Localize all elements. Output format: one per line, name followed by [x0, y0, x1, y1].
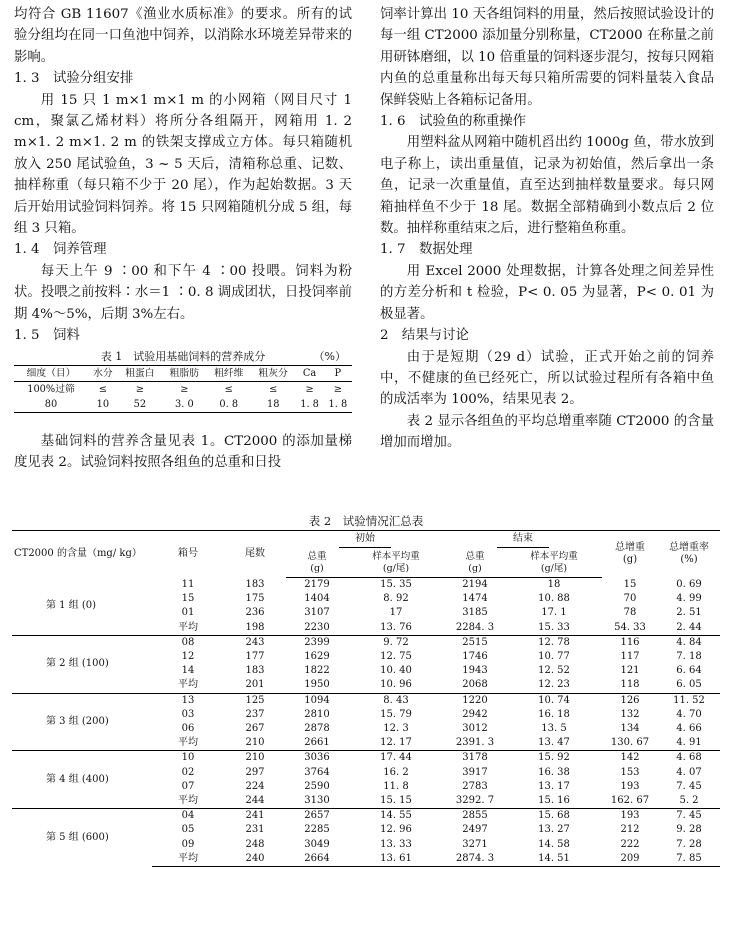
table-cell: 2399: [286, 635, 348, 650]
table-cell: 12. 75: [380, 651, 412, 663]
section-heading: 1. 5 饲料: [14, 328, 80, 344]
table-cell: 2284. 3: [455, 621, 495, 633]
table-cell: 17. 1: [541, 607, 567, 619]
section-heading: 1. 4 饲养管理: [14, 242, 107, 258]
table-cell: 231: [245, 824, 265, 836]
table2-caption: 表 2 试验情况汇总表: [308, 514, 424, 528]
table-cell: 18: [547, 579, 561, 590]
table-cell: 8. 92: [383, 593, 409, 605]
table-cell: 7. 45: [676, 780, 702, 792]
table-cell: 11. 8: [383, 780, 409, 792]
header-box: 箱号: [152, 531, 224, 578]
section-heading: 2 结果与讨论: [380, 328, 469, 344]
table-cell: 142: [602, 751, 658, 766]
table-cell: 1220: [444, 693, 506, 708]
table-cell: 4. 68: [658, 751, 720, 766]
table-cell: 14. 55: [348, 809, 444, 824]
table-cell: 15. 92: [506, 751, 602, 766]
paragraph: 用 Excel 2000 处理数据，计算各处理之间差异性的方差分析和 t 检验，P< 0. 05 为显著，P< 0. 01 为极显著。: [380, 263, 714, 322]
table-cell: 193: [602, 809, 658, 824]
table-cell: 9. 72: [348, 635, 444, 650]
table2-group: [12, 751, 720, 809]
table-cell: 15. 68: [506, 809, 602, 824]
table-cell: 2590: [304, 780, 330, 792]
table-cell: 2179: [304, 579, 330, 590]
paragraph: 用 15 只 1 m×1 m×1 m 的小网箱（网目尺寸 1 cm，聚氯乙烯材料）将所分各组隔开，网箱用 1. 2 m×1. 2 m×1. 2 m 的铁架支撑成立方体。每只箱随机放入 250 尾试验鱼，3 ~ 5 天后，清箱称总重、记数、抽样称重（每只箱不少于 20 尾），作为起始数据。3 天后开始用试验饲料饲养。将 15 只网箱随机分成 5 组，每组 3 只箱。: [14, 92, 352, 237]
table-cell: 162. 67: [610, 795, 650, 807]
table-cell: 09: [181, 838, 195, 850]
table-cell: 06: [181, 723, 195, 735]
table-cell: 01: [181, 607, 195, 619]
table-cell: 224: [245, 780, 265, 792]
table-cell: 2664: [286, 852, 348, 867]
table-cell: 70: [623, 593, 637, 605]
header-end-avg: 样本平均重 (g/尾): [506, 549, 602, 578]
table-cell: 3292. 7: [455, 795, 495, 807]
table2-group: [12, 578, 720, 636]
table-cell: 248: [245, 838, 265, 850]
table-cell: 177: [245, 651, 265, 663]
table-cell: 3178: [444, 751, 506, 766]
table-cell: 2661: [304, 737, 330, 749]
table-cell: 4. 84: [658, 635, 720, 650]
table-cell: 4. 07: [676, 766, 702, 778]
table-cell: 3764: [304, 766, 330, 778]
table-cell: 05: [181, 824, 195, 836]
table-cell: 2068: [462, 679, 488, 691]
header-end-total: 总重 (g): [444, 549, 506, 578]
table-cell: 10. 88: [538, 593, 570, 605]
table-cell: 153: [620, 766, 640, 778]
header-start: 初始: [286, 531, 444, 550]
group-name: 第 1 组 (0): [46, 600, 97, 612]
table-cell: 2878: [304, 723, 330, 735]
group-name: 第 5 组 (600): [12, 809, 152, 867]
table-cell: 7. 85: [658, 852, 720, 867]
table-cell: 1094: [286, 693, 348, 708]
table-cell: 03: [181, 708, 195, 720]
table-cell: 117: [620, 651, 640, 663]
paragraph: 表 2 显示各组鱼的平均总增重率随 CT2000 的含量增加而增加。: [380, 413, 714, 451]
table2: [12, 530, 720, 867]
header-start-avg: 样本平均重 (g/尾): [348, 549, 444, 578]
table2-container: [12, 512, 720, 867]
table-row: [12, 635, 720, 650]
table-cell: 10. 96: [380, 679, 412, 691]
table-cell: 16. 38: [538, 766, 570, 778]
table-cell: 210: [224, 751, 286, 766]
table-cell: 8. 43: [348, 693, 444, 708]
table2-group: [12, 693, 720, 751]
table-cell: 3271: [462, 838, 488, 850]
table-cell: 10: [152, 751, 224, 766]
table-cell: 78: [623, 607, 637, 619]
table-cell: 212: [620, 824, 640, 836]
header-content: CT2000 的含量（mg/ kg）: [12, 531, 152, 578]
table-row: [12, 693, 720, 708]
table-cell: 13. 33: [380, 838, 412, 850]
table-cell: 08: [152, 635, 224, 650]
table-cell: 222: [620, 838, 640, 850]
table-cell: 2391. 3: [455, 737, 495, 749]
table-cell: 210: [245, 737, 265, 749]
table-cell: 6. 05: [676, 679, 702, 691]
table-cell: 1950: [304, 679, 330, 691]
table-cell: 10. 77: [538, 651, 570, 663]
group-name: 第 4 组 (400): [12, 751, 152, 809]
paragraph: 基础饲料的营养含量见表 1。CT2000 的添加量梯度见表 2。试验饲料按照各组鱼的总重和日投: [14, 433, 352, 470]
table-cell: 04: [152, 809, 224, 824]
table1: [14, 365, 352, 413]
table-cell: 13. 27: [538, 824, 570, 836]
table-cell: 0. 69: [676, 578, 702, 590]
header-rate: 总增重率 (%): [658, 531, 720, 578]
table-cell: 3107: [304, 607, 330, 619]
table-cell: 17. 44: [348, 751, 444, 766]
left-column: [14, 4, 352, 473]
table-cell: 02: [181, 766, 195, 778]
table-cell: 121: [620, 665, 640, 677]
table-cell: 193: [620, 780, 640, 792]
table-row: [12, 751, 720, 766]
table-cell: 4. 99: [676, 593, 702, 605]
table-cell: 平均: [178, 679, 198, 691]
table-cell: 201: [245, 679, 265, 691]
table-cell: 平均: [178, 737, 198, 749]
table-cell: 2874. 3: [444, 852, 506, 867]
table-cell: 13. 5: [541, 723, 567, 735]
table-row: [12, 809, 720, 824]
table1-value-row: 80 10 52 3. 0 0. 8 18 1. 8 1. 8: [14, 397, 352, 413]
table-cell: 15. 35: [380, 579, 412, 590]
table-cell: 4. 66: [676, 723, 702, 735]
table2-group: [12, 809, 720, 867]
table-cell: 12. 17: [380, 737, 412, 749]
table-cell: 2194: [462, 579, 488, 590]
table-cell: 11: [181, 578, 195, 590]
table-cell: 240: [224, 852, 286, 867]
table-cell: 1404: [304, 593, 330, 605]
table-cell: 3036: [286, 751, 348, 766]
table-cell: 12. 23: [538, 679, 570, 691]
header-end: 结束: [444, 531, 602, 550]
table-cell: 4. 91: [676, 737, 702, 749]
table-cell: 198: [245, 621, 265, 633]
table-cell: 134: [620, 723, 640, 735]
table-cell: 12. 52: [538, 665, 570, 677]
table-cell: 13. 47: [538, 737, 570, 749]
table-cell: 3049: [304, 838, 330, 850]
table-cell: 2230: [304, 621, 330, 633]
table-cell: 12: [181, 651, 195, 663]
table-cell: 2657: [286, 809, 348, 824]
table-cell: 平均: [178, 621, 198, 633]
table-cell: 16. 2: [383, 766, 409, 778]
group-name: 第 2 组 (100): [12, 635, 152, 693]
table-cell: 7. 28: [676, 838, 702, 850]
table-cell: 1943: [462, 665, 488, 677]
table-cell: 126: [602, 693, 658, 708]
paragraph: 均符合 GB 11607《渔业水质标准》的要求。所有的试验分组均在同一口鱼池中饲养，以消除水环境差异带来的影响。: [14, 7, 352, 65]
table1-header: 细度（目） 水分 粗蛋白 粗脂肪 粗纤维 粗灰分 Ca P: [14, 365, 352, 381]
table-cell: 7. 45: [658, 809, 720, 824]
table-cell: 244: [245, 795, 265, 807]
table-cell: 15: [181, 593, 195, 605]
table-cell: 13. 61: [348, 852, 444, 867]
table-cell: 5. 2: [679, 795, 699, 807]
table1-sign-row: 100%过筛 ≤ ≥ ≥ ≤ ≤ ≥ ≥: [27, 383, 342, 395]
table-cell: 237: [245, 708, 265, 720]
table-cell: 14. 51: [506, 852, 602, 867]
table-cell: 2515: [444, 635, 506, 650]
table-cell: 07: [181, 780, 195, 792]
table-cell: 116: [602, 635, 658, 650]
table-cell: 14. 58: [538, 838, 570, 850]
table-cell: 14: [181, 665, 195, 677]
table2-header-row: [12, 531, 720, 550]
table-cell: 243: [224, 635, 286, 650]
table-cell: 130. 67: [610, 737, 650, 749]
table-cell: 平均: [152, 852, 224, 867]
table-cell: 16. 18: [538, 708, 570, 720]
paragraph: 饲率计算出 10 天各组饲料的用量，然后按照试验设计的每一组 CT2000 添加量分别称量，CT2000 在称量之前用研钵磨细，以 10 倍重量的饲料逐步混匀，按每只网箱内鱼的总重量称出每天每只箱所需要的饲料量装入食品保鲜袋贴上各箱标记备用。: [380, 7, 714, 108]
table-cell: 175: [245, 593, 265, 605]
table-cell: 7. 18: [676, 651, 702, 663]
table-cell: 2855: [444, 809, 506, 824]
table-cell: 6. 64: [676, 665, 702, 677]
table-cell: 1474: [462, 593, 488, 605]
table-cell: 13: [152, 693, 224, 708]
header-gain: 总增重 (g): [602, 531, 658, 578]
table-cell: 12. 78: [506, 635, 602, 650]
table-cell: 118: [620, 679, 640, 691]
table-cell: 2942: [462, 708, 488, 720]
table-cell: 15. 33: [538, 621, 570, 633]
table-cell: 132: [620, 708, 640, 720]
table-cell: 236: [245, 607, 265, 619]
table-cell: 15. 15: [380, 795, 412, 807]
table-cell: 209: [602, 852, 658, 867]
table-cell: 11. 52: [658, 693, 720, 708]
table2-group: [12, 635, 720, 693]
table-cell: 241: [224, 809, 286, 824]
table1-caption: 表 1 试验用基础饲料的营养成分 （%）: [100, 349, 346, 363]
table-cell: 17: [389, 607, 403, 619]
table-cell: 2783: [462, 780, 488, 792]
table-cell: 2. 44: [676, 621, 702, 633]
table-cell: 9. 28: [676, 824, 702, 836]
table-cell: 2810: [304, 708, 330, 720]
table-cell: 12. 3: [383, 723, 409, 735]
table-cell: 183: [245, 665, 265, 677]
table-cell: 1822: [304, 665, 330, 677]
table-cell: 13. 17: [538, 780, 570, 792]
table-cell: 2285: [304, 824, 330, 836]
table-cell: 4. 70: [676, 708, 702, 720]
paragraph: 每天上午 9 ∶00 和下午 4 ∶00 投喂。饲料为粉状。投喂之前按料∶水＝1 ∶0. 8 调成团状，日投饲率前期 4%～5%，后期 3%左右。: [14, 263, 352, 322]
table-cell: 183: [245, 578, 265, 590]
section-heading: 1. 7 数据处理: [380, 242, 473, 258]
table-cell: 10. 40: [380, 665, 412, 677]
header-count: 尾数: [224, 531, 286, 578]
table-cell: 297: [245, 766, 265, 778]
section-heading: 1. 3 试验分组安排: [14, 71, 134, 87]
table-cell: 13. 76: [380, 621, 412, 633]
table-cell: 12. 96: [380, 824, 412, 836]
table-cell: 15: [623, 578, 637, 590]
table-cell: 125: [224, 693, 286, 708]
table1-unit: （%）: [313, 349, 346, 363]
table-cell: 54. 33: [614, 621, 646, 633]
table-cell: 3130: [304, 795, 330, 807]
table-cell: 3917: [462, 766, 488, 778]
right-column: [380, 4, 714, 454]
header-start-total: 总重 (g): [286, 549, 348, 578]
table-cell: 3185: [462, 607, 488, 619]
table-cell: 2. 51: [676, 607, 702, 619]
table-cell: 3012: [462, 723, 488, 735]
table-cell: 15. 16: [538, 795, 570, 807]
paragraph: 用塑料盆从网箱中随机舀出约 1000g 鱼，带水放到电子称上，读出重量值，记录为初始值，然后拿出一条鱼，记录一次重量值，直至达到抽样数量要求。每只网箱抽样鱼不少于 18 尾。数据全部精确到小数点后 2 位数。抽样称重结束之后，进行整箱鱼称重。: [380, 135, 714, 237]
paragraph: 由于是短期（29 d）试验，正式开始之前的饲养中，不健康的鱼已经死亡，所以试验过程所有各箱中鱼的成活率为 100%，结果见表 2。: [380, 349, 714, 408]
table-cell: 2497: [462, 824, 488, 836]
table-cell: 10. 74: [506, 693, 602, 708]
table-row: [12, 578, 720, 593]
table-cell: 1746: [462, 651, 488, 663]
section-heading: 1. 6 试验鱼的称重操作: [380, 114, 527, 130]
table-cell: 平均: [178, 795, 198, 807]
group-name: 第 3 组 (200): [12, 693, 152, 751]
table-cell: 1629: [304, 651, 330, 663]
table-cell: 267: [245, 723, 265, 735]
table-cell: 15. 79: [380, 708, 412, 720]
